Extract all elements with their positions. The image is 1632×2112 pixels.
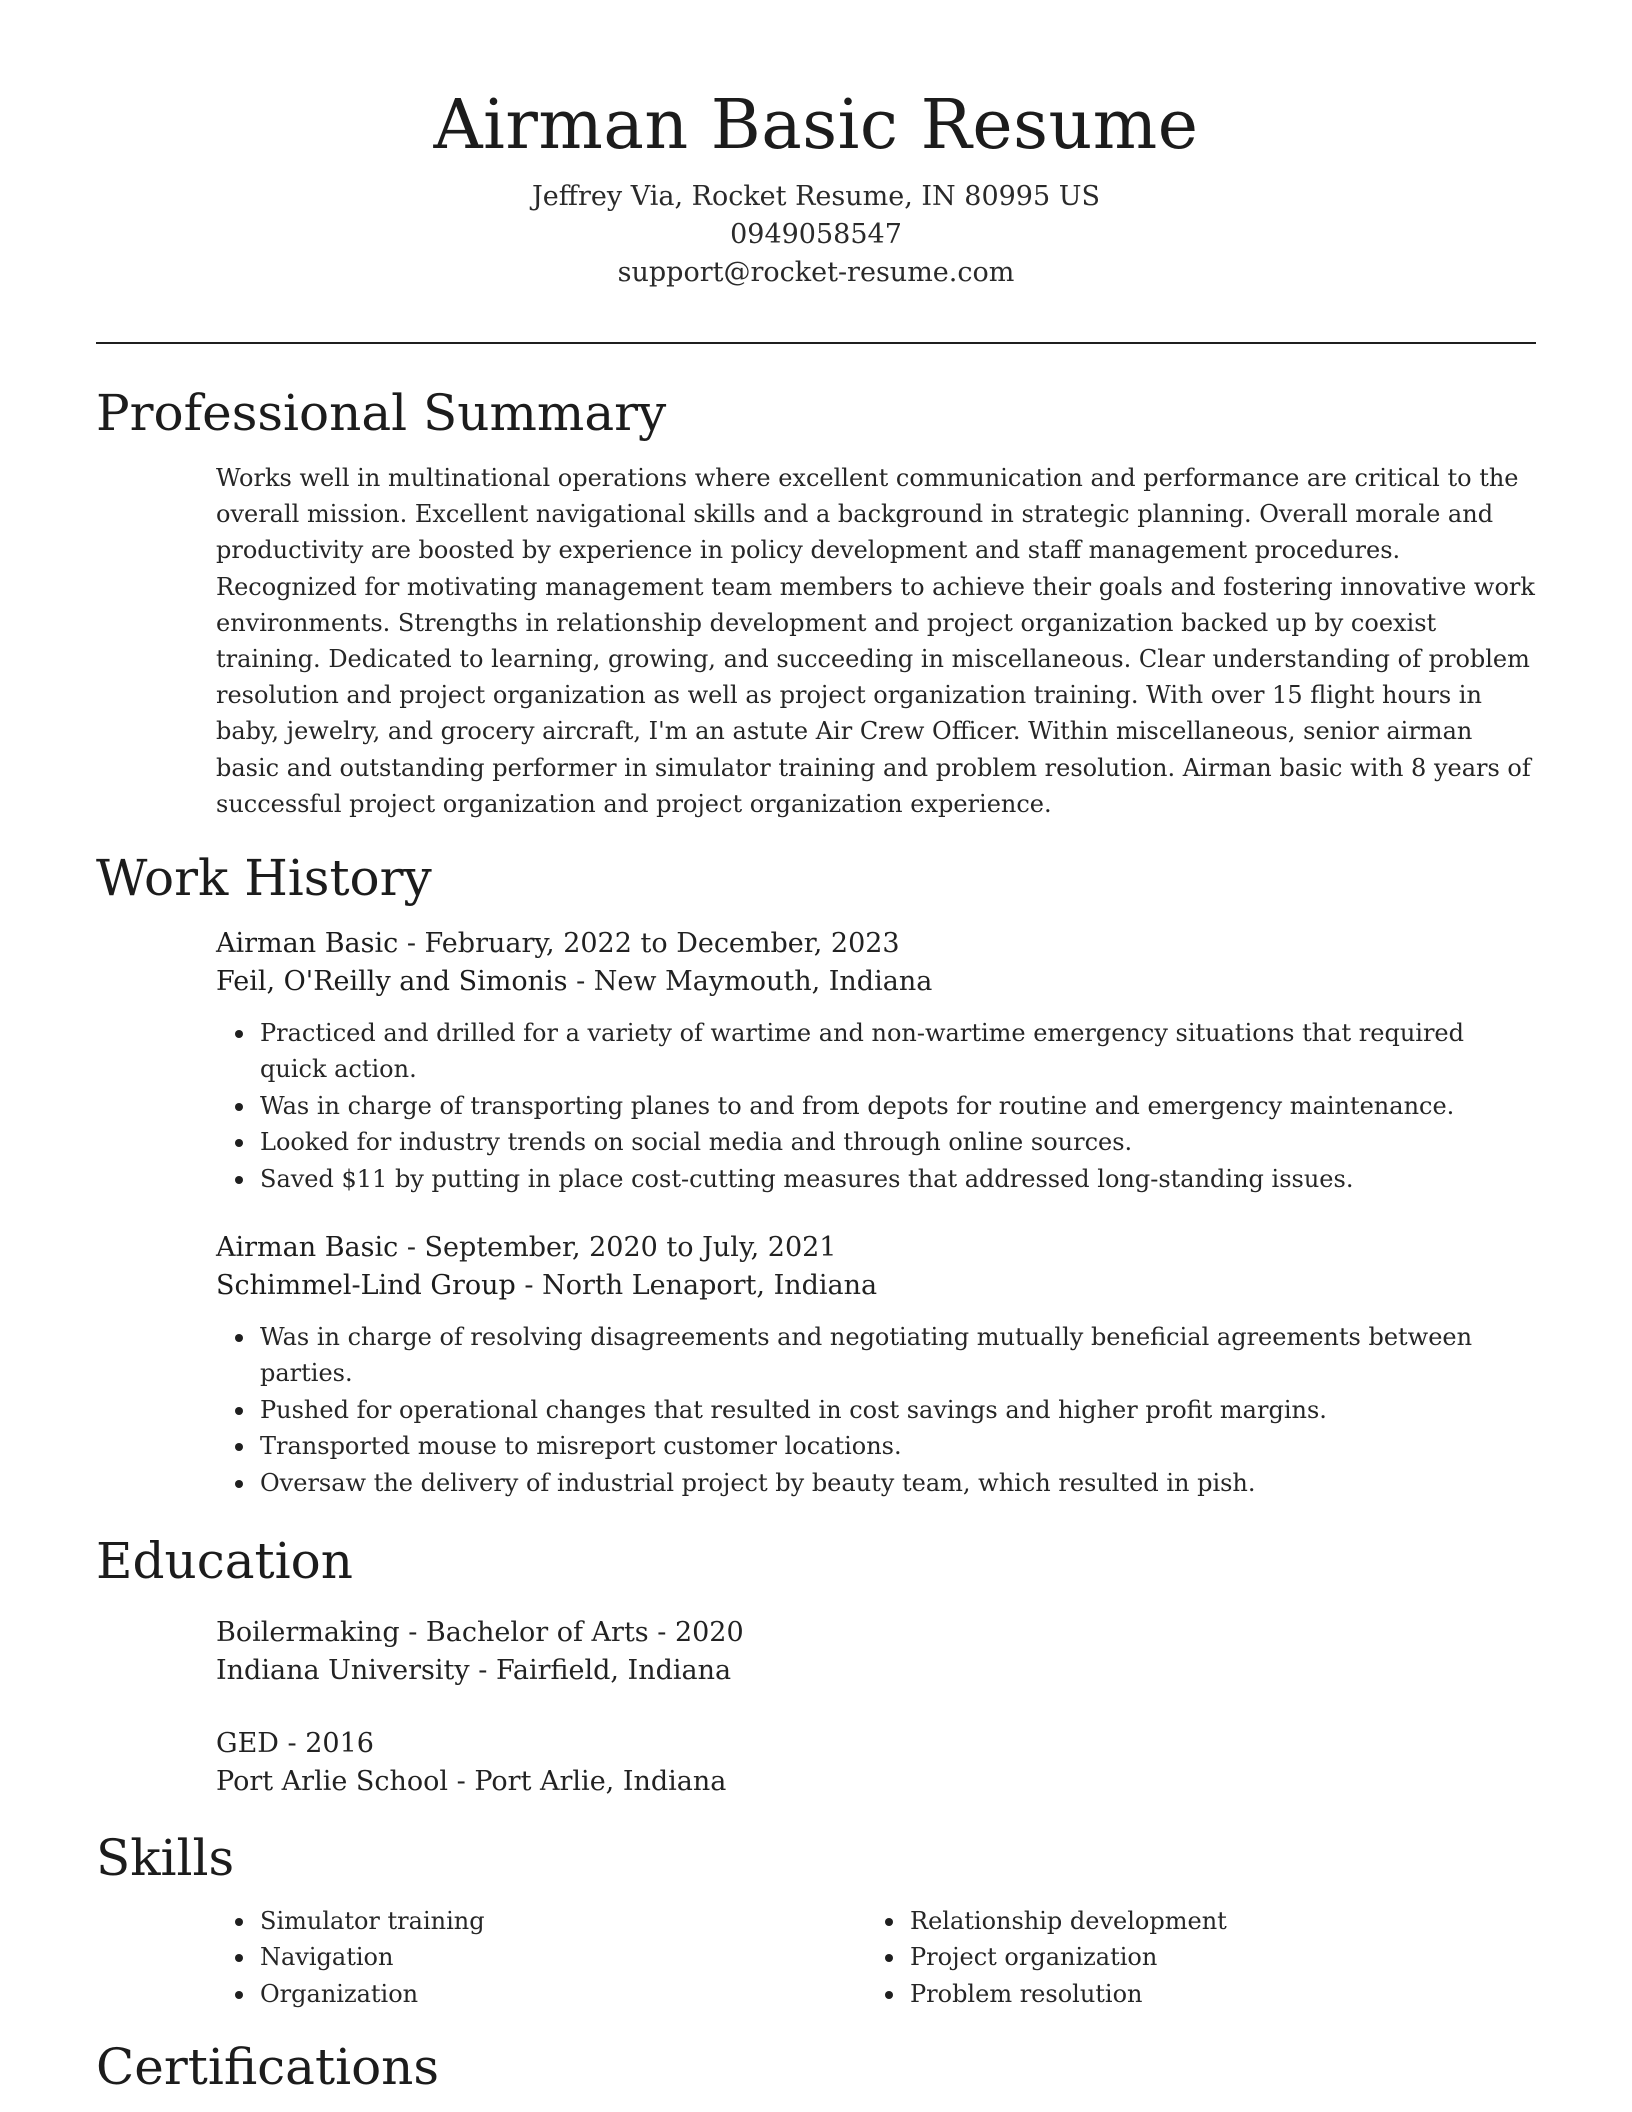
skills-bullets bbox=[216, 1903, 816, 2012]
skill-item: Project organization bbox=[910, 1939, 1466, 1975]
education-entry bbox=[216, 1725, 1538, 1801]
contact-address: Jeffrey Via, Rocket Resume, IN 80995 US bbox=[531, 181, 1100, 212]
job-dates: - February, 2022 to December, 2023 bbox=[398, 928, 900, 959]
contact-phone: 0949058547 bbox=[730, 219, 902, 250]
job-company-line bbox=[216, 963, 1538, 1001]
education-location: - Port Arlie, Indiana bbox=[448, 1766, 727, 1797]
contact-email: support@rocket-resume.com bbox=[617, 257, 1015, 288]
job-bullets bbox=[216, 1015, 1538, 1197]
job-company-line bbox=[216, 1267, 1538, 1305]
job-bullet: Practiced and drilled for a variety of wartime and non-wartime emergency situations that required quick action. bbox=[260, 1015, 1538, 1088]
education-location: - Fairfield, Indiana bbox=[469, 1655, 732, 1686]
education-degree: GED - 2016 bbox=[216, 1728, 374, 1759]
job-location: - New Maymouth, Indiana bbox=[567, 966, 933, 997]
job-bullet: Was in charge of transporting planes to and from depots for routine and emergency maintenance. bbox=[260, 1088, 1538, 1124]
job-bullet: Transported mouse to misreport customer locations. bbox=[260, 1428, 1538, 1464]
skill-item: Problem resolution bbox=[910, 1976, 1466, 2012]
job-bullet: Looked for industry trends on social media and through online sources. bbox=[260, 1124, 1538, 1160]
job-title: Airman Basic bbox=[216, 1232, 399, 1263]
job-location: - North Lenaport, Indiana bbox=[515, 1270, 878, 1301]
summary-block bbox=[216, 460, 1538, 822]
skill-item: Simulator training bbox=[260, 1903, 816, 1939]
job-bullet: Was in charge of resolving disagreements and negotiating mutually beneficial agreements between parties. bbox=[260, 1319, 1538, 1392]
education-entry bbox=[216, 1614, 1538, 1690]
skills-column-left bbox=[216, 1903, 816, 2012]
skill-item: Relationship development bbox=[910, 1903, 1466, 1939]
job-company: Feil, O'Reilly and Simonis bbox=[216, 966, 568, 997]
section-title-education: Education bbox=[96, 1532, 353, 1590]
summary-text: Works well in multinational operations where excellent communication and performance are critical to the overall mission. Excellent navigational skills and a background in strategic planning. Overall morale and productivity are boosted by experience in policy development and staff management procedures. Recognized for motivating management team members to achieve their goals and fostering innovative work environments. Strengths in relationship development and project organization backed up by coexist training. Dedicated to learning, growing, and succeeding in miscellaneous. Clear understanding of problem resolution and project organization as well as project organization training. With over 15 flight hours in baby, jewelry, and grocery aircraft, I'm an astute Air Crew Officer. Within miscellaneous, senior airman basic and outstanding performer in simulator training and problem resolution. Airman basic with 8 years of successful project organization and project organization experience. bbox=[216, 464, 1535, 818]
education-school-line bbox=[216, 1763, 1538, 1801]
skill-item: Navigation bbox=[260, 1939, 816, 1975]
job-company: Schimmel-Lind Group bbox=[216, 1270, 516, 1301]
section-title-certifications: Certifications bbox=[96, 2038, 440, 2096]
job-bullet: Oversaw the delivery of industrial project by beauty team, which resulted in pish. bbox=[260, 1465, 1538, 1501]
skill-item: Organization bbox=[260, 1976, 816, 2012]
job-title-line bbox=[216, 1229, 1538, 1267]
skills-column-right bbox=[866, 1903, 1466, 2012]
resume-header bbox=[96, 78, 1536, 292]
job-bullets bbox=[216, 1319, 1538, 1501]
header-divider bbox=[96, 342, 1536, 344]
job-bullet: Saved $11 by putting in place cost-cutting measures that addressed long-standing issues. bbox=[260, 1161, 1538, 1197]
section-title-summary: Professional Summary bbox=[96, 384, 667, 442]
job-entry bbox=[216, 1229, 1538, 1501]
job-title-line bbox=[216, 925, 1538, 963]
education-degree: Boilermaking - Bachelor of Arts - 2020 bbox=[216, 1617, 744, 1648]
education-school: Port Arlie School bbox=[216, 1766, 449, 1797]
section-title-work-history: Work History bbox=[96, 849, 432, 907]
job-bullet: Pushed for operational changes that resulted in cost savings and higher profit margins. bbox=[260, 1392, 1538, 1428]
job-entry bbox=[216, 925, 1538, 1197]
resume-title: Airman Basic Resume bbox=[433, 86, 1199, 165]
job-title: Airman Basic bbox=[216, 928, 399, 959]
job-dates: - September, 2020 to July, 2021 bbox=[398, 1232, 837, 1263]
section-title-skills: Skills bbox=[96, 1829, 235, 1887]
education-school-line bbox=[216, 1652, 1538, 1690]
skills-bullets bbox=[866, 1903, 1466, 2012]
education-school: Indiana University bbox=[216, 1655, 470, 1686]
